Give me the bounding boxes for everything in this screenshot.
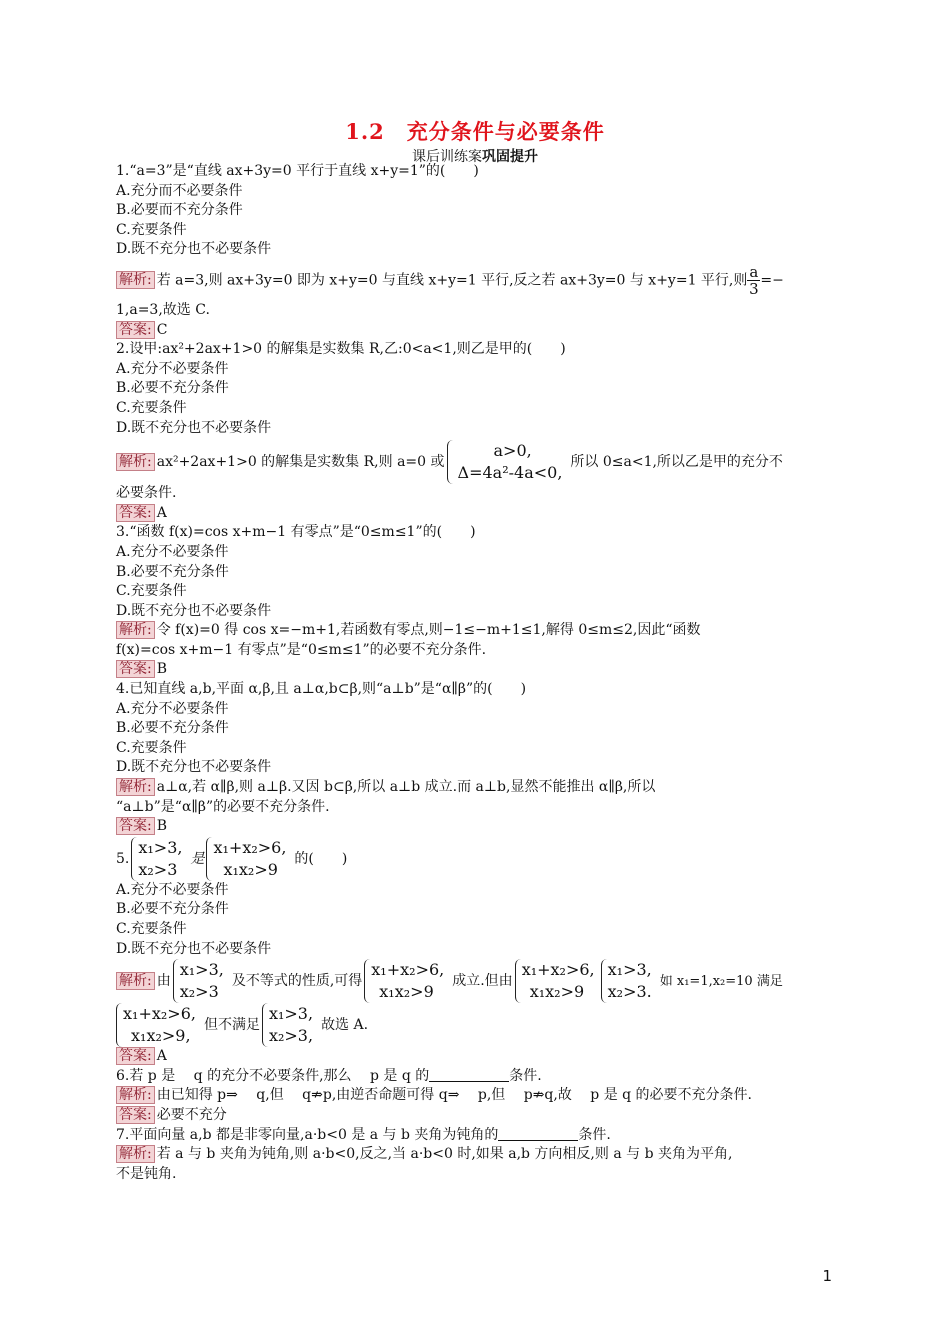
q5-sysA-1: x₁>3, — [138, 837, 183, 857]
q5-an-sysC-2: x₂>3. — [607, 982, 652, 1002]
q2-option-b: B.必要不充分条件 — [116, 380, 229, 397]
q6-analysis — [116, 1086, 836, 1106]
q4-option-a: A.充分不必要条件 — [116, 700, 229, 717]
subtitle-bold: 巩固提升 — [482, 149, 538, 165]
q5-an-system-b — [364, 959, 450, 1003]
q4-option-c: C.充要条件 — [116, 739, 187, 756]
q6-blank — [429, 1067, 509, 1082]
answer-tag: 答案: — [116, 817, 155, 835]
q5-an-4: 如 x₁=1,x₂=10 满足 — [659, 974, 783, 990]
q3-answer — [116, 660, 836, 680]
q1-stem: 1.“a=3”是“直线 ax+3y=0 平行于直线 x+y=1”的( ) — [116, 163, 479, 179]
q4-analysis-2: “a⊥b”是“α∥β”的必要不充分条件. — [116, 798, 330, 815]
q6-stem-1: 6.若 p 是 q 的充分不必要条件,那么 p 是 q 的 — [116, 1067, 430, 1084]
q4-analysis — [116, 778, 836, 798]
q1-option-a: A.充分而不必要条件 — [116, 182, 243, 199]
q3-analysis — [116, 621, 836, 641]
q5-answer — [116, 1047, 836, 1067]
q5-sysB-1: x₁+x₂>6, — [213, 837, 287, 857]
answer-tag: 答案: — [116, 660, 155, 678]
q4-answer-value: B — [156, 818, 168, 835]
q2-answer — [116, 504, 836, 524]
q2-analysis-text: ax²+2ax+1>0 的解集是实数集 R,则 a=0 或 — [156, 454, 445, 471]
q1-analysis-tail: =− — [760, 272, 784, 289]
q2-system — [447, 440, 569, 484]
q2-analysis — [116, 440, 836, 484]
q2-option-a: A.充分不必要条件 — [116, 360, 229, 377]
q2-analysis-3: 必要条件. — [116, 485, 177, 502]
q1-analysis-2: 1,a=3,故选 C. — [116, 301, 210, 318]
q5-an-sysD-1: x₁+x₂>6, — [123, 1004, 196, 1024]
q5-stem — [116, 837, 836, 881]
analysis-tag: 解析: — [116, 1086, 155, 1104]
q1-answer-value: C — [156, 321, 168, 338]
q5-an-sysA-1: x₁>3, — [179, 960, 224, 980]
q5-an-sysC-1: x₁>3, — [607, 960, 652, 980]
q5-system-b — [206, 837, 292, 881]
q5-an-sysE-1: x₁>3, — [268, 1004, 314, 1024]
q5-an-6: 故选 A. — [321, 1017, 369, 1034]
q3-option-b: B.必要不充分条件 — [116, 563, 229, 580]
q7-stem-1: 7.平面向量 a,b 都是非零向量,a·b<0 是 a 与 b 夹角为钝角的 — [116, 1126, 499, 1143]
q3-option-a: A.充分不必要条件 — [116, 543, 229, 560]
q5-num: 5. — [116, 850, 130, 867]
q2-option-d: D.既不充分也不必要条件 — [116, 419, 272, 436]
page-number: 1 — [822, 1267, 832, 1285]
q6-stem — [116, 1067, 836, 1087]
q2-analysis-text-2: 所以 0≤a<1,所以乙是甲的充分不 — [570, 454, 783, 471]
q4-answer — [116, 817, 836, 837]
q2-stem: 2.设甲:ax²+2ax+1>0 的解集是实数集 R,乙:0<a<1,则乙是甲的( ) — [116, 341, 566, 358]
content — [116, 162, 836, 1184]
q7-analysis-2: 不是钝角. — [116, 1165, 177, 1182]
q5-sysB-2: x₁x₂>9 — [223, 859, 278, 879]
q3-analysis-2: f(x)=cos x+m−1 有零点”是“0≤m≤1”的必要不充分条件. — [116, 641, 487, 658]
q1-frac-num: a — [749, 262, 759, 281]
q5-an-1: 由 — [156, 973, 171, 990]
q5-an-sysB2-1: x₁+x₂>6, — [521, 960, 595, 980]
q4-analysis-text: a⊥α,若 α∥β,则 a⊥β.又因 b⊂β,所以 a⊥b 成立.而 a⊥b,显然不能推出 α∥β,所以 — [156, 779, 656, 796]
q6-answer — [116, 1106, 836, 1126]
q5-an-sysD-2: x₁x₂>9, — [131, 1026, 191, 1046]
q1-option-b: B.必要而不充分条件 — [116, 202, 243, 219]
q1-option-d: D.既不充分也不必要条件 — [116, 241, 272, 258]
q5-an-system-c — [601, 959, 658, 1003]
q5-an-system-b2 — [515, 959, 601, 1003]
q5-an-2: 及不等式的性质,可得 — [231, 973, 363, 990]
q5-option-b: B.必要不充分条件 — [116, 901, 229, 918]
q5-option-d: D.既不充分也不必要条件 — [116, 940, 272, 957]
q5-tail: 的( ) — [294, 850, 348, 867]
q5-option-c: C.充要条件 — [116, 921, 187, 937]
page-title: 1.2 充分条件与必要条件 — [345, 119, 605, 144]
q5-analysis-2 — [116, 1003, 836, 1047]
q3-option-c: C.充要条件 — [116, 583, 187, 600]
q7-stem-2: 条件. — [578, 1126, 611, 1143]
q5-an-sysB-2: x₁x₂>9 — [379, 982, 434, 1002]
q4-option-d: D.既不充分也不必要条件 — [116, 759, 272, 776]
answer-tag: 答案: — [116, 1106, 155, 1124]
analysis-tag: 解析: — [116, 621, 155, 639]
q5-mid: 是 — [190, 850, 205, 867]
q5-sysA-2: x₂>3 — [138, 859, 178, 879]
q3-option-d: D.既不充分也不必要条件 — [116, 602, 272, 619]
q2-answer-value: A — [156, 504, 167, 521]
q5-an-3: 成立.但由 — [452, 973, 513, 990]
q5-answer-value: A — [156, 1048, 167, 1065]
q1-analysis-text: 若 a=3,则 ax+3y=0 即为 x+y=0 与直线 x+y=1 平行,反之若 ax+3y=0 与 x+y=1 平行,则 — [156, 272, 748, 289]
q7-analysis-text: 若 a 与 b 夹角为钝角,则 a·b<0,反之,当 a·b<0 时,如果 a,b 方向相反,则 a 与 b 夹角为平角, — [156, 1146, 733, 1163]
q6-answer-value: 必要不充分 — [156, 1106, 227, 1123]
q1-answer — [116, 321, 836, 341]
q6-stem-2: 条件. — [509, 1067, 542, 1084]
q4-option-b: B.必要不充分条件 — [116, 720, 229, 737]
q3-analysis-text: 令 f(x)=0 得 cos x=−m+1,若函数有零点,则−1≤−m+1≤1,解得 0≤m≤2,因此“函数 — [156, 622, 701, 639]
answer-tag: 答案: — [116, 321, 155, 339]
q3-answer-value: B — [156, 661, 168, 678]
q7-stem — [116, 1126, 836, 1146]
analysis-tag: 解析: — [116, 453, 155, 471]
analysis-tag: 解析: — [116, 1145, 155, 1163]
q5-option-a: A.充分不必要条件 — [116, 881, 229, 898]
q5-an-system-a — [173, 959, 230, 1003]
q5-an-sysB-1: x₁+x₂>6, — [371, 960, 445, 980]
q5-an-sysE-2: x₂>3, — [268, 1026, 314, 1046]
q6-analysis-text: 由已知得 p⇒ q,但 q⇏p,由逆否命题可得 q⇒ p,但 p⇏q,故 p 是 q 的必要不充分条件. — [156, 1087, 753, 1104]
q2-sys-line-2: Δ=4a²-4a<0, — [457, 463, 563, 483]
q5-analysis — [116, 959, 836, 1003]
q5-an-sysA-2: x₂>3 — [179, 982, 219, 1002]
q5-an-system-e — [262, 1003, 319, 1047]
q2-option-c: C.充要条件 — [116, 399, 187, 416]
q5-an-sysB2-2: x₁x₂>9 — [529, 982, 585, 1002]
q5-an-system-d — [116, 1003, 202, 1047]
q1-option-c: C.充要条件 — [116, 221, 187, 238]
q1-fraction — [747, 264, 760, 297]
analysis-tag: 解析: — [116, 778, 155, 796]
q5-system-a — [131, 837, 188, 881]
q4-stem: 4.已知直线 a,b,平面 α,β,且 a⊥α,b⊂β,则“a⊥b”是“α∥β”的( ) — [116, 681, 527, 698]
analysis-tag: 解析: — [116, 972, 155, 990]
q3-stem: 3.“函数 f(x)=cos x+m−1 有零点”是“0≤m≤1”的( ) — [116, 524, 476, 541]
q7-analysis — [116, 1145, 836, 1165]
q1-analysis — [116, 264, 836, 297]
subtitle-prefix: 课后训练案 — [412, 149, 482, 165]
q2-sys-line-1: a>0, — [493, 441, 532, 461]
q5-an-5: 但不满足 — [203, 1017, 260, 1034]
answer-tag: 答案: — [116, 504, 155, 522]
analysis-tag: 解析: — [116, 271, 155, 289]
answer-tag: 答案: — [116, 1047, 155, 1065]
q7-blank — [498, 1126, 578, 1141]
q1-frac-den: 3 — [749, 279, 759, 298]
